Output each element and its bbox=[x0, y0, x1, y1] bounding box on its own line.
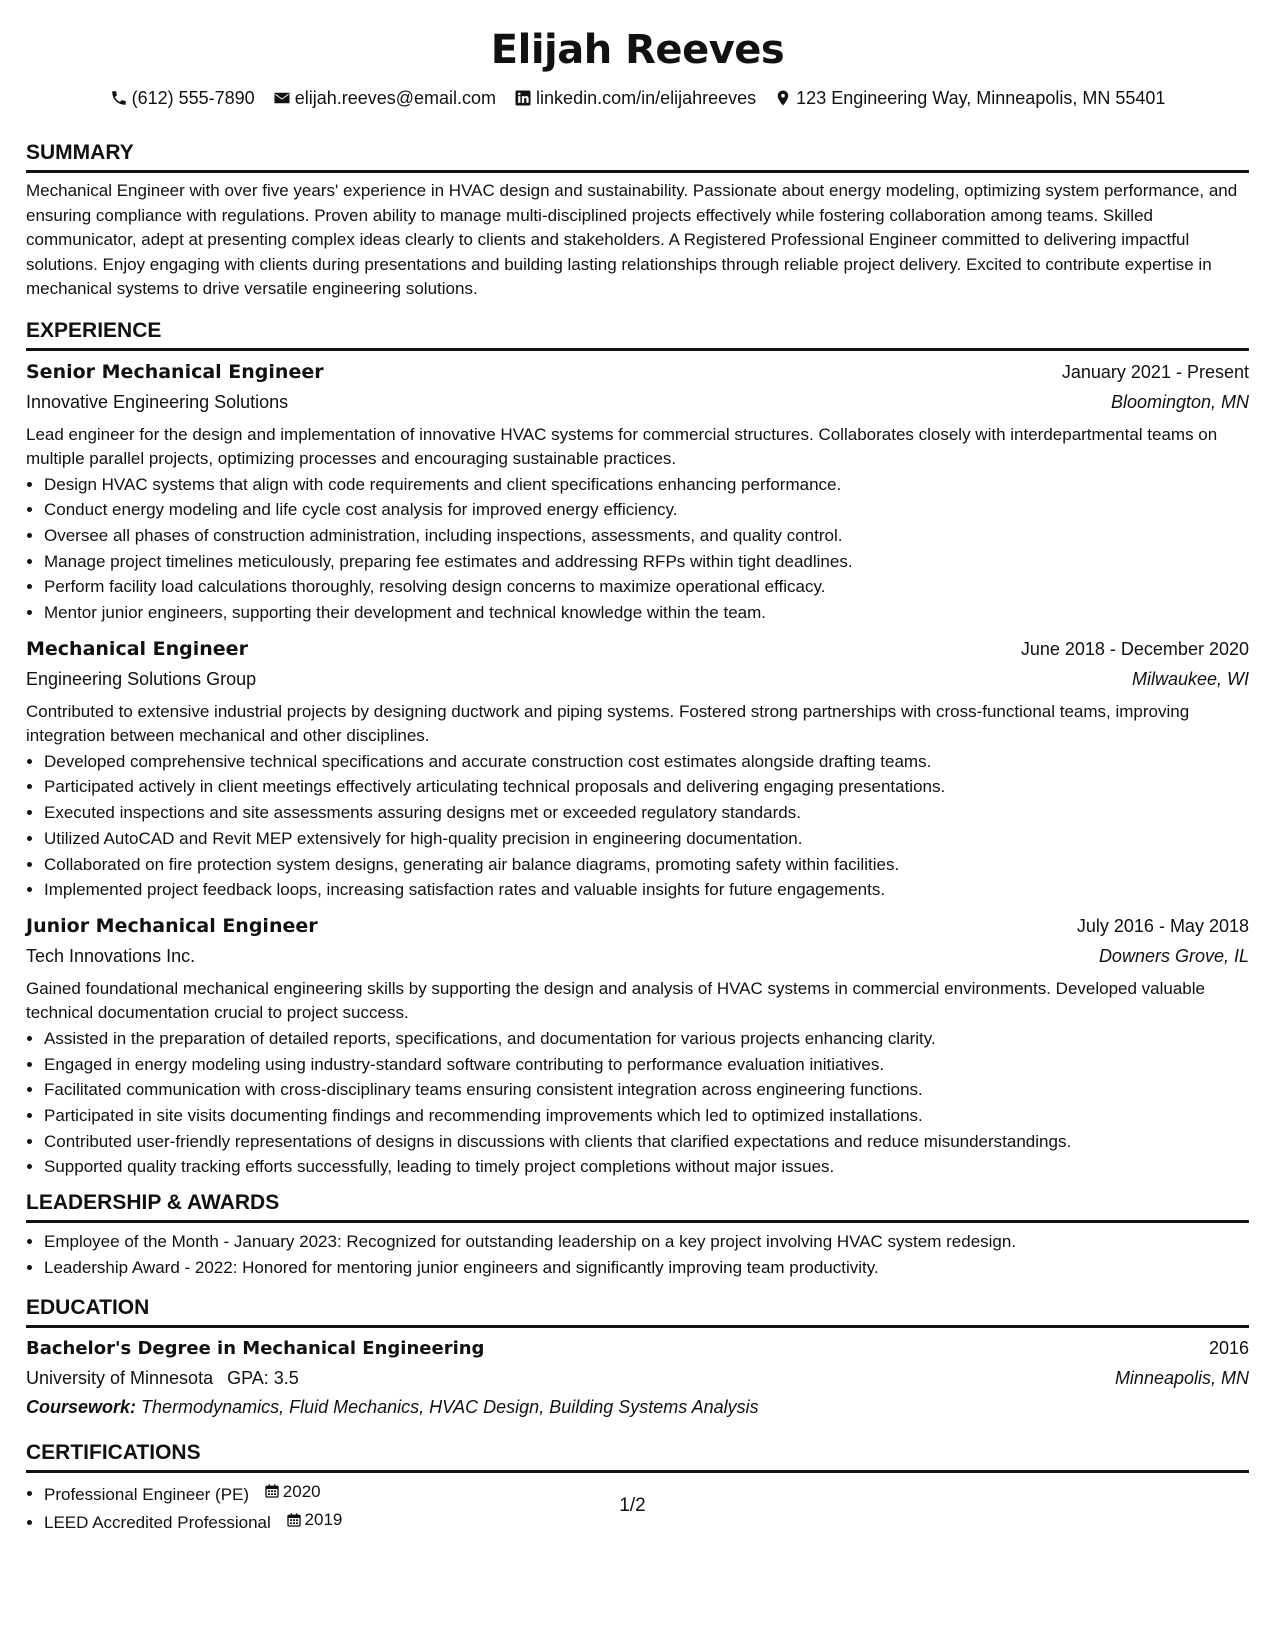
envelope-icon bbox=[273, 89, 291, 107]
job-location: Milwaukee, WI bbox=[1131, 668, 1249, 689]
list-item: • Mentor junior engineers, supporting their development and technical knowledge within the team. bbox=[44, 600, 1249, 626]
education-location: Minneapolis, MN bbox=[1114, 1367, 1249, 1388]
email-link[interactable]: elijah.reeves@email.com bbox=[294, 88, 497, 108]
job-location: Bloomington, MN bbox=[1110, 391, 1249, 412]
coursework-label: Coursework: bbox=[26, 1396, 137, 1417]
certification-year: 2020 bbox=[282, 1481, 321, 1501]
list-item: • Employee of the Month - January 2023: Recognized for outstanding leadership on a key project involving HVAC system redesign. bbox=[44, 1229, 1249, 1255]
list-item: • Oversee all phases of construction administration, including inspections, assessments, and quality control. bbox=[44, 523, 1249, 549]
list-item: • Developed comprehensive technical specifications and accurate construction cost estimates alongside drafting teams. bbox=[44, 749, 1249, 775]
list-item: • Executed inspections and site assessments assuring designs met or exceeded regulatory standards. bbox=[44, 800, 1249, 826]
section-title: SUMMARY bbox=[26, 140, 1249, 173]
list-item: • Contributed user-friendly representations of designs in discussions with clients that clarified expectations and reduce misunderstandings. bbox=[44, 1129, 1249, 1155]
list-item: • Facilitated communication with cross-disciplinary teams ensuring consistent integration across engineering functions. bbox=[44, 1077, 1249, 1103]
contact-email[interactable] bbox=[273, 86, 496, 110]
company-name: Engineering Solutions Group bbox=[26, 668, 257, 689]
list-item: • Collaborated on fire protection system designs, generating air balance diagrams, promoting safety within facilities. bbox=[44, 852, 1249, 878]
coursework bbox=[26, 1393, 1249, 1422]
certifications-section bbox=[26, 1440, 1249, 1536]
job-title: Senior Mechanical Engineer bbox=[26, 360, 324, 383]
graduation-year: 2016 bbox=[1208, 1337, 1249, 1358]
job-description: Gained foundational mechanical engineering skills by supporting the design and analysis of HVAC systems in commercial environments. Developed valuable technical documentation crucial to project success. bbox=[26, 978, 1205, 1022]
education-section bbox=[26, 1295, 1249, 1422]
phone-text: (612) 555-7890 bbox=[131, 88, 255, 108]
university-line bbox=[26, 1364, 299, 1393]
list-item: • Assisted in the preparation of detailed reports, specifications, and documentation for various projects enhancing clarity. bbox=[44, 1026, 1249, 1052]
section-title: LEADERSHIP & AWARDS bbox=[26, 1190, 1249, 1223]
company-name: Innovative Engineering Solutions bbox=[26, 391, 289, 412]
summary-section bbox=[26, 140, 1249, 302]
list-item: • Leadership Award - 2022: Honored for mentoring junior engineers and significantly improving team productivity. bbox=[44, 1255, 1249, 1281]
experience-section bbox=[26, 318, 1249, 1181]
coursework-list: Thermodynamics, Fluid Mechanics, HVAC Design, Building Systems Analysis bbox=[141, 1396, 759, 1417]
list-item: • Engaged in energy modeling using industry-standard software contributing to performance evaluation initiatives. bbox=[44, 1052, 1249, 1078]
list-item: • Design HVAC systems that align with code requirements and client specifications enhancing performance. bbox=[44, 472, 1249, 498]
location-pin-icon bbox=[774, 89, 792, 107]
gpa: GPA: 3.5 bbox=[227, 1367, 299, 1388]
summary-text: Mechanical Engineer with over five years' experience in HVAC design and sustainability. Passionate about energy modeling, optimizing system performance, and ensuring compliance with regulations. Proven ability to manage multi-disciplined projects effectively while fostering collaboration among teams. Skilled communicator, adept at presenting complex ideas clearly to clients and stakeholders. A Registered Professional Engineer committed to delivering impactful solutions. Enjoy engaging with clients during presentations and building lasting relationships through reliable project delivery. Excited to contribute expertise in mechanical systems to drive versatile engineering solutions. bbox=[26, 181, 1238, 298]
degree-title: Bachelor's Degree in Mechanical Engineering bbox=[26, 1337, 485, 1359]
job-title: Junior Mechanical Engineer bbox=[26, 914, 318, 937]
university-name: University of Minnesota bbox=[26, 1367, 214, 1388]
list-item: • Participated in site visits documenting findings and recommending improvements which led to optimized installations. bbox=[44, 1103, 1249, 1129]
certification-name: LEED Accredited Professional bbox=[44, 1512, 271, 1532]
list-item: • Manage project timelines meticulously, preparing fee estimates and addressing RFPs within tight deadlines. bbox=[44, 549, 1249, 575]
job-dates: July 2016 - May 2018 bbox=[1076, 915, 1249, 936]
job-description: Contributed to extensive industrial projects by designing ductwork and piping systems. Fostered strong partnerships with cross-functional teams, improving integration between mechanical and other disciplines. bbox=[26, 701, 1190, 745]
job-bullets bbox=[26, 749, 1249, 903]
candidate-name: Elijah Reeves bbox=[490, 27, 785, 73]
job-title: Mechanical Engineer bbox=[26, 637, 248, 660]
resume-page bbox=[26, 0, 1249, 1536]
list-item: • Perform facility load calculations thoroughly, resolving design concerns to maximize operational efficacy. bbox=[44, 574, 1249, 600]
leadership-section bbox=[26, 1190, 1249, 1280]
page-number: 1/2 bbox=[619, 1495, 646, 1516]
awards-list bbox=[26, 1229, 1249, 1280]
list-item: • Supported quality tracking efforts successfully, leading to timely project completions without major issues. bbox=[44, 1154, 1249, 1180]
linkedin-link[interactable]: linkedin.com/in/elijahreeves bbox=[536, 88, 757, 108]
section-title: EXPERIENCE bbox=[26, 318, 1249, 351]
linkedin-icon bbox=[514, 89, 532, 107]
list-item: • Conduct energy modeling and life cycle cost analysis for improved energy efficiency. bbox=[44, 497, 1249, 523]
phone-icon bbox=[110, 89, 128, 107]
job-entry bbox=[26, 634, 1249, 903]
job-location: Downers Grove, IL bbox=[1098, 945, 1249, 966]
job-bullets bbox=[26, 1026, 1249, 1180]
list-item: • Implemented project feedback loops, increasing satisfaction rates and valuable insights for future engagements. bbox=[44, 877, 1249, 903]
job-dates: January 2021 - Present bbox=[1061, 361, 1249, 382]
job-entry bbox=[26, 357, 1249, 626]
section-title: EDUCATION bbox=[26, 1295, 1249, 1328]
job-dates: June 2018 - December 2020 bbox=[1020, 638, 1249, 659]
job-bullets bbox=[26, 472, 1249, 626]
section-title: CERTIFICATIONS bbox=[26, 1440, 1249, 1473]
job-entry bbox=[26, 911, 1249, 1180]
contact-phone bbox=[110, 86, 255, 110]
certification-year: 2019 bbox=[304, 1510, 343, 1530]
company-name: Tech Innovations Inc. bbox=[26, 945, 196, 966]
job-description: Lead engineer for the design and implementation of innovative HVAC systems for commercial structures. Collaborates closely with interdepartmental teams on multiple parallel projects, optimizing processes and encouraging sustainable practices. bbox=[26, 424, 1218, 468]
contact-linkedin[interactable] bbox=[514, 86, 756, 110]
contact-bar bbox=[26, 86, 1249, 110]
address-text: 123 Engineering Way, Minneapolis, MN 55401 bbox=[796, 88, 1166, 108]
contact-address bbox=[774, 86, 1165, 110]
list-item: • Participated actively in client meetings effectively articulating technical proposals and delivering engaging presentations. bbox=[44, 774, 1249, 800]
list-item: • Utilized AutoCAD and Revit MEP extensively for high-quality precision in engineering documentation. bbox=[44, 826, 1249, 852]
certification-name: Professional Engineer (PE) bbox=[44, 1484, 250, 1504]
